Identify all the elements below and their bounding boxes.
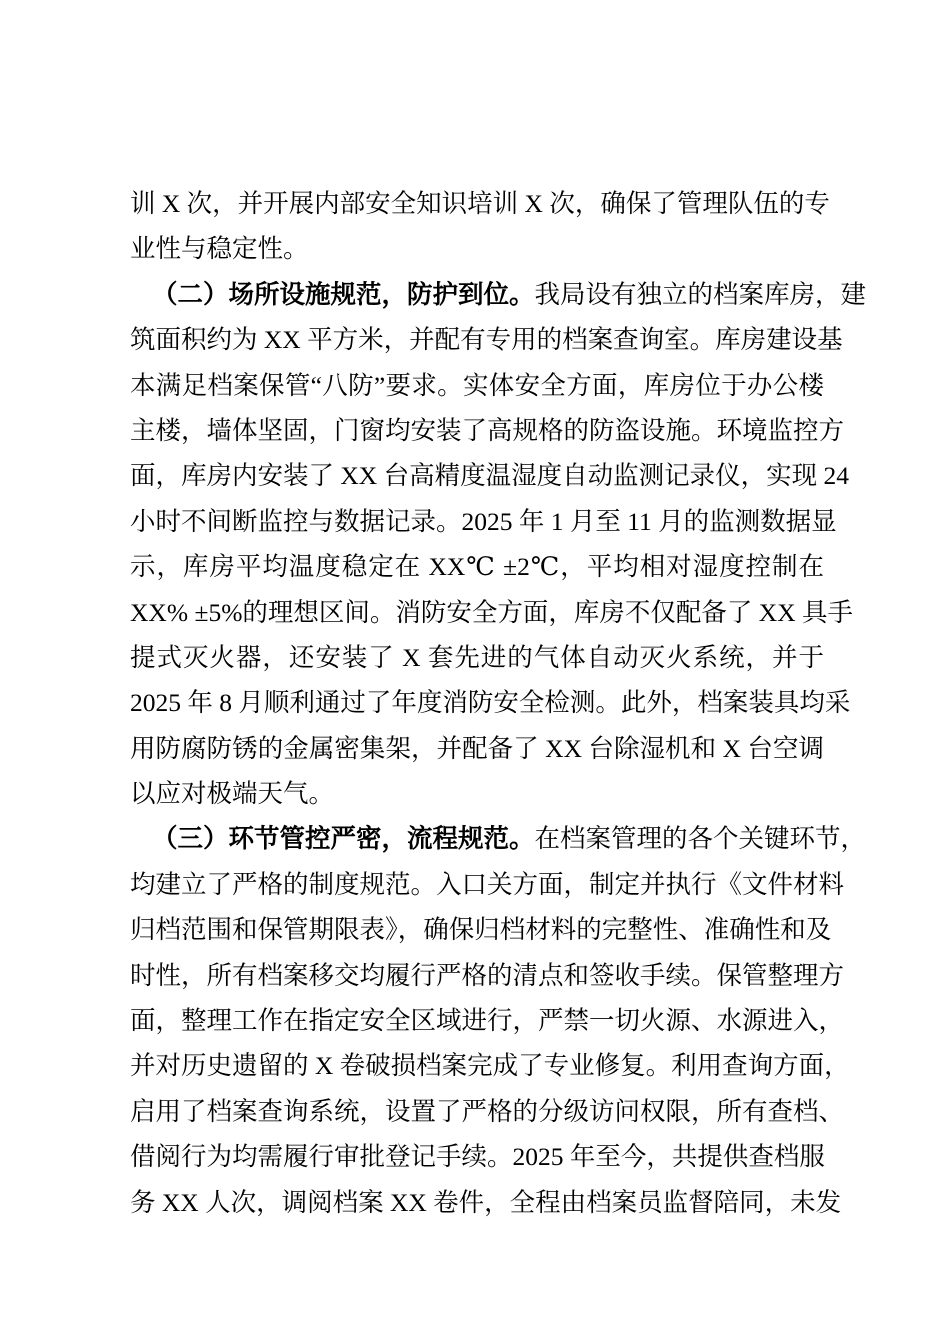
section-heading: （二）场所设施规范，防护到位。 (152, 279, 535, 309)
text-run: 我局设有独立的档案库房，建 (534, 279, 867, 309)
text-line: 筑面积约为 XX 平方米，并配有专用的档案查询室。库房建设基 (130, 325, 843, 355)
text-line: 2025 年 8 月顺利通过了年度消防安全检测。此外，档案装具均采 (130, 688, 851, 718)
text-line: 面，整理工作在指定安全区域进行，严禁一切火源、水源进入， (130, 1006, 845, 1036)
text-line: 务 XX 人次，调阅档案 XX 卷件，全程由档案员监督陪同，未发 (130, 1187, 842, 1217)
text-line: 启用了档案查询系统，设置了严格的分级访问权限，所有查档、 (130, 1096, 845, 1126)
text-line: 借阅行为均需履行审批登记手续。2025 年至今，共提供查档服 (130, 1142, 825, 1172)
text-run: 在档案管理的各个关键环节， (534, 824, 867, 854)
text-line: 业性与稳定性。 (130, 234, 309, 264)
text-line: XX% ±5%的理想区间。消防安全方面，库房不仅配备了 XX 具手 (130, 597, 854, 627)
text-line: 本满足档案保管“八防”要求。实体安全方面，库房位于办公楼 (130, 370, 824, 400)
text-line: 提式灭火器，还安装了 X 套先进的气体自动灭火系统，并于 (130, 642, 824, 672)
text-line: 用防腐防锈的金属密集架，并配备了 XX 台除湿机和 X 台空调 (130, 733, 824, 763)
text-line: 以应对极端天气。 (130, 779, 335, 809)
text-line: 均建立了严格的制度规范。入口关方面，制定并执行《文件材料 (130, 869, 845, 899)
text-line: 训 X 次，并开展内部安全知识培训 X 次，确保了管理队伍的专 (130, 189, 830, 218)
text-line: 时性，所有档案移交均履行严格的清点和签收手续。保管整理方 (130, 960, 845, 990)
text-line: 主楼，墙体坚固，门窗均安装了高规格的防盗设施。环境监控方 (130, 415, 845, 445)
text-line: 示，库房平均温度稳定在 XX℃ ±2℃，平均相对湿度控制在 (130, 552, 824, 582)
text-line: 并对历史遗留的 X 卷破损档案完成了专业修复。利用查询方面， (130, 1051, 850, 1081)
section-heading: （三）环节管控严密，流程规范。 (152, 824, 535, 854)
document-page (130, 181, 867, 1225)
text-line (130, 272, 867, 317)
paragraph-3 (130, 816, 867, 1225)
paragraph-1 (130, 181, 830, 272)
paragraph-2 (130, 272, 867, 817)
text-line (130, 816, 867, 861)
text-line: 小时不间断监控与数据记录。2025 年 1 月至 11 月的监测数据显 (130, 506, 837, 536)
text-line: 归档范围和保管期限表》，确保归档材料的完整性、准确性和及 (130, 915, 832, 945)
text-line: 面，库房内安装了 XX 台高精度温湿度自动监测记录仪，实现 24 (130, 461, 849, 491)
